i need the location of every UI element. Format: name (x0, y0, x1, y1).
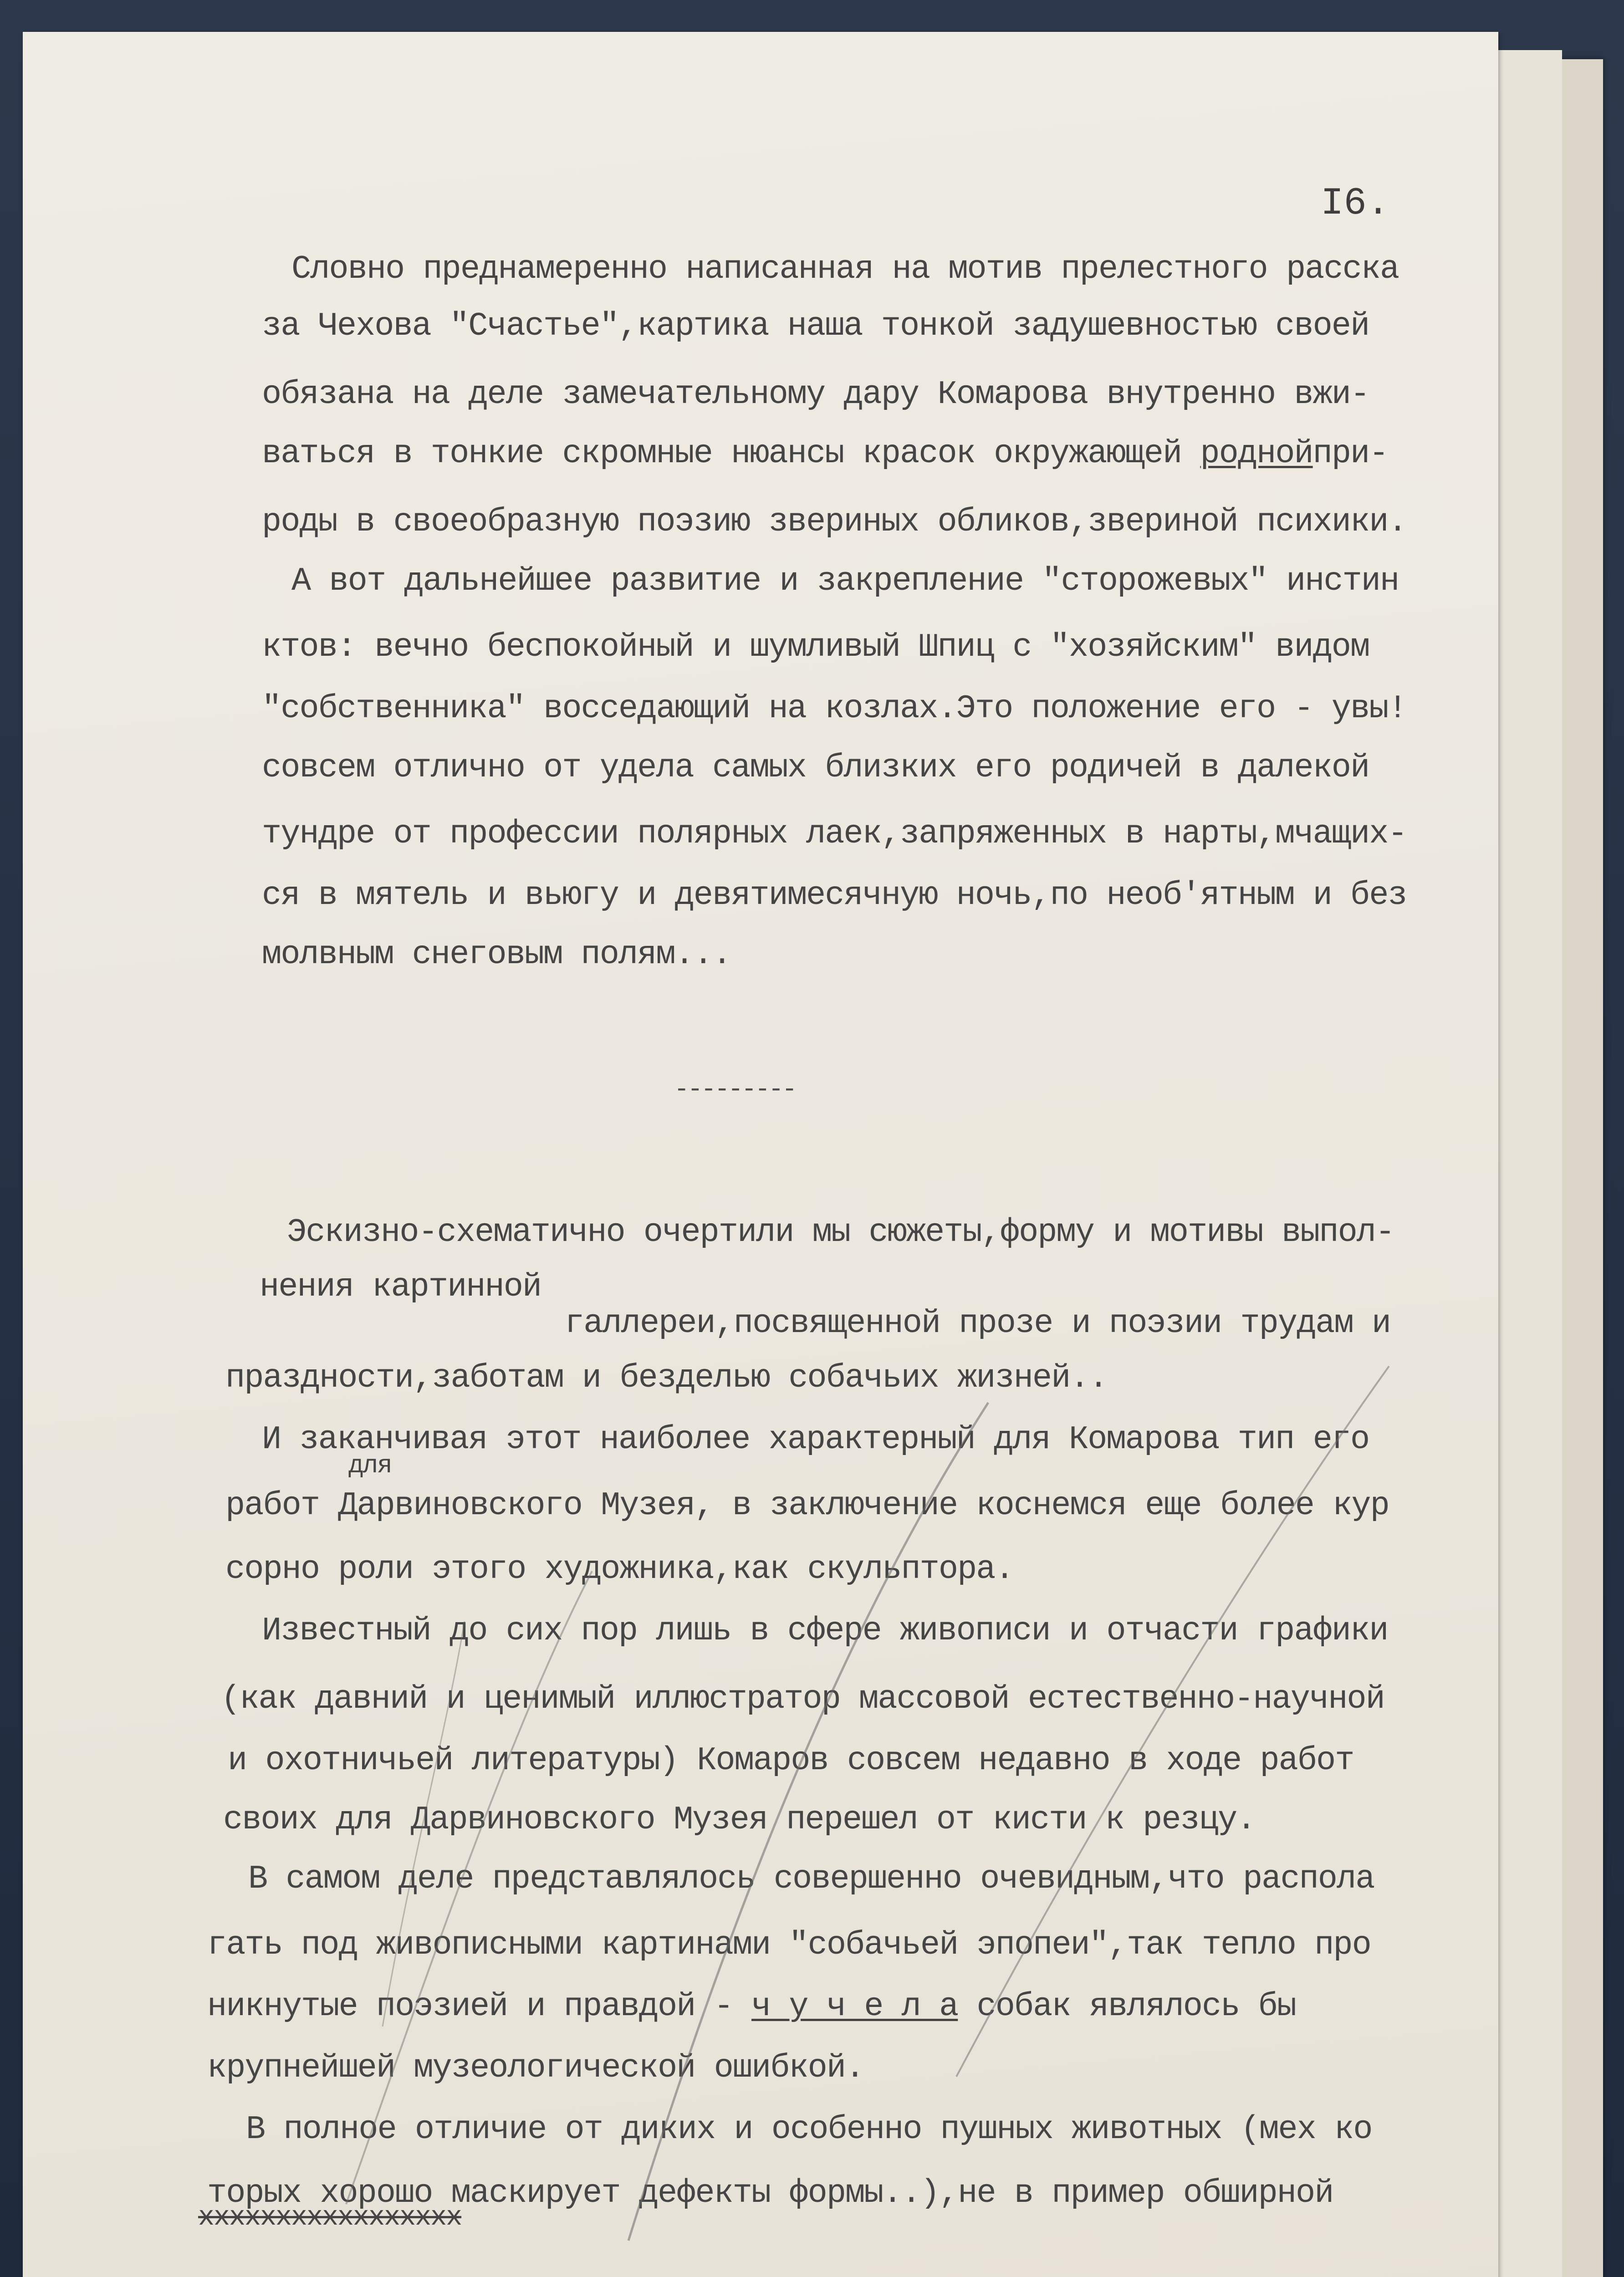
text-line: и охотничьей литературы) Комаров совсем недавно в ходе работ (228, 1742, 1354, 1779)
text-line: молвным снеговым полям... (262, 936, 731, 973)
section-separator: --------- (674, 1075, 796, 1104)
text-line: Словно преднамеренно написанная на мотив прелестного расска (291, 250, 1399, 288)
text-line: галлереи,посвященной прозе и поэзии трудам и (565, 1305, 1391, 1342)
text-fragment: ваться в тонкие скромные нюансы красок окружающей (262, 435, 1182, 472)
text-line: (как давний и ценимый иллюстратор массовой естественно-научной (221, 1680, 1384, 1718)
text-line: совсем отлично от удела самых близких его родичей в далекой (262, 749, 1369, 786)
text-line: "собственника" восседающий на козлах.Это положение его - увы! (262, 690, 1407, 727)
text-line: И заканчивая этот наиболее характерный для Комарова тип его (262, 1421, 1369, 1458)
text-line: тундре от профессии полярных лаек,запряженных в нарты,мчащих- (262, 815, 1407, 853)
text-line: Известный до сих пор лишь в сфере живописи и отчасти графики (262, 1612, 1388, 1649)
text-line: сорно роли этого художника,как скульптора. (225, 1551, 1014, 1588)
text-line: работ Дарвиновского Музея, в заключение коснемся еще более кур (225, 1487, 1389, 1524)
text-line: за Чехова "Счастье",картика наша тонкой задушевностью своей (262, 307, 1369, 345)
page-number: I6. (1321, 182, 1390, 225)
text-line: нения картинной (260, 1268, 541, 1306)
text-line: роды в своеобразную поэзию звериных обликов,звериной психики. (262, 503, 1407, 541)
text-line: Эскизно-схематично очертили мы сюжеты,форму и мотивы выпол- (287, 1214, 1394, 1251)
text-line: гать под живописными картинами "собачьей эпопеи",так тепло про (207, 1926, 1371, 1964)
text-line: торых хорошо маскирует дефекты формы..),не в пример обширной (207, 2175, 1333, 2212)
text-line: крупнейшей музеологической ошибкой. (207, 2049, 864, 2087)
text-line: В самом деле представлялось совершенно очевидным,что распола (248, 1860, 1374, 1898)
text-line: своих для Дарвиновского Музея перешел от кисти к резцу. (223, 1801, 1256, 1838)
struck-out-text: ххххххххххххххххх (198, 2202, 462, 2233)
text-line: ктов: вечно беспокойный и шумливый Шпиц с "хозяйским" видом (262, 628, 1369, 666)
text-line: праздности,заботам и безделью собачьих жизней.. (225, 1359, 1108, 1397)
text-line: А вот дальнейшее развитие и закрепление "сторожевых" инстин (291, 562, 1399, 600)
text-fragment: никнутые поэзией и правдой - (207, 1988, 733, 2025)
text-line (207, 1990, 1296, 2023)
text-line: В полное отличие от диких и особенно пушных животных (мех ко (246, 2111, 1372, 2148)
text-line: ся в мятель и вьюгу и девятимесячную ночь,по необ'ятным и без (262, 877, 1407, 914)
text-line: обязана на деле замечательному дару Комарова внутренно вжи- (262, 376, 1369, 413)
text-line (262, 437, 1388, 470)
spaced-underlined-word: ч у ч е л а (751, 1988, 958, 2025)
underlined-word: родной (1200, 435, 1313, 472)
inserted-word: для (348, 1451, 392, 1480)
text-fragment: собак являлось бы (976, 1988, 1296, 2025)
text-fragment: при- (1312, 435, 1388, 472)
